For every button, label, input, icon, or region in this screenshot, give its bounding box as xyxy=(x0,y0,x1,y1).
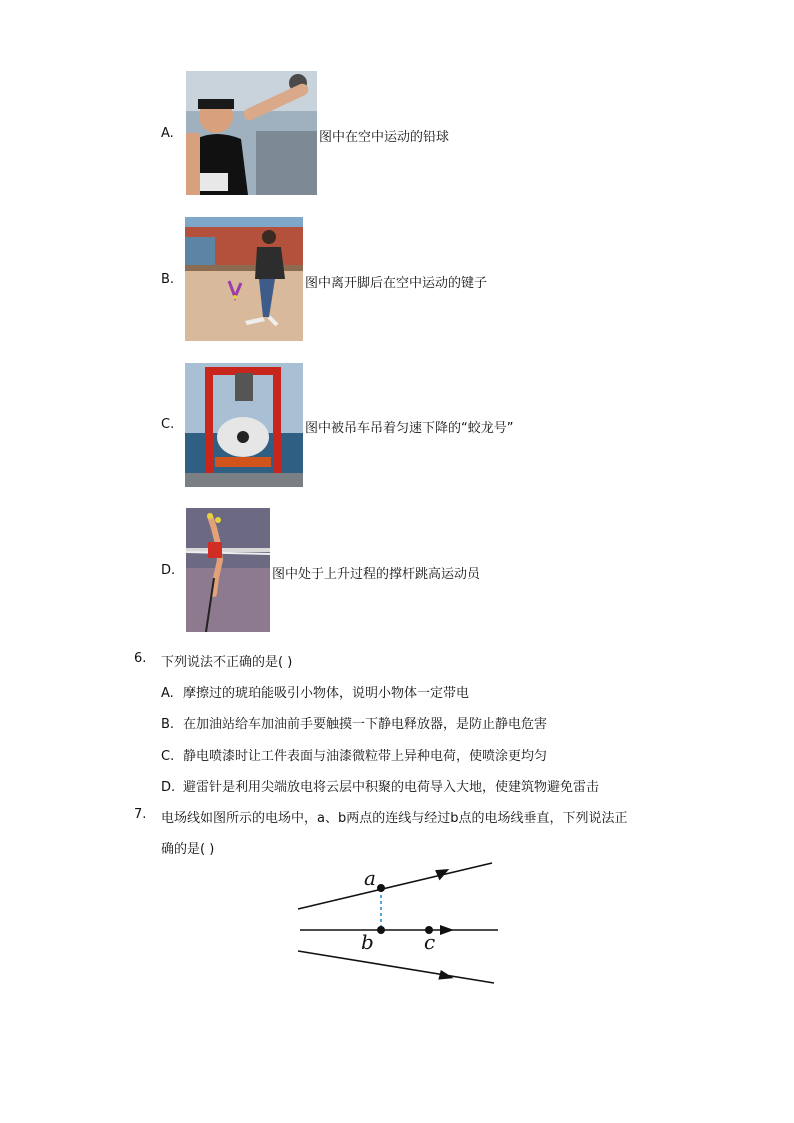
field-line-bottom xyxy=(298,951,494,983)
option-text: 图中离开脚后在空中运动的键子 xyxy=(305,276,488,291)
electric-field-diagram xyxy=(290,855,505,990)
option-letter: A. xyxy=(161,126,174,141)
question-stem-line1: 电场线如图所示的电场中，a、b两点的连线与经过b点的电场线垂直，下列说法正 xyxy=(161,811,628,826)
point-a-dot xyxy=(377,884,385,892)
submersible-photo xyxy=(185,363,303,487)
question-number: 6. xyxy=(134,651,147,666)
choice-label: B. xyxy=(161,717,175,732)
question-number: 7. xyxy=(134,807,147,822)
pole-vault-photo xyxy=(186,508,270,632)
choice-d[interactable] xyxy=(161,776,599,795)
choice-text: 静电喷漆时让工件表面与油漆微粒带上异种电荷，使喷涂更均匀 xyxy=(183,749,548,764)
option-text: 图中在空中运动的铅球 xyxy=(319,130,450,145)
choice-b[interactable] xyxy=(161,713,547,732)
label-c: c xyxy=(424,930,436,954)
point-b-dot xyxy=(377,926,385,934)
question-stem-line2: 确的是( ) xyxy=(161,842,215,857)
choice-text: 在加油站给车加油前手要触摸一下静电释放器，是防止静电危害 xyxy=(183,717,548,732)
choice-label: D. xyxy=(161,780,176,795)
shuttlecock-photo xyxy=(185,217,303,341)
choice-text: 摩擦过的琥珀能吸引小物体，说明小物体一定带电 xyxy=(183,686,470,701)
option-letter: D. xyxy=(161,563,176,578)
option-text: 图中被吊车吊着匀速下降的“蛟龙号” xyxy=(305,421,514,436)
label-b: b xyxy=(361,930,374,954)
choice-c[interactable] xyxy=(161,745,547,764)
question-stem: 下列说法不正确的是( ) xyxy=(161,655,293,670)
option-letter: B. xyxy=(161,272,175,287)
label-a: a xyxy=(364,866,376,890)
option-letter: C. xyxy=(161,417,175,432)
field-line-top xyxy=(298,863,492,909)
shot-put-photo xyxy=(186,71,317,195)
choice-text: 避雷针是利用尖端放电将云层中积聚的电荷导入大地，使建筑物避免雷击 xyxy=(183,780,600,795)
choice-a[interactable] xyxy=(161,682,469,701)
choice-label: C. xyxy=(161,749,175,764)
arrow-middle-icon xyxy=(440,925,454,935)
option-text: 图中处于上升过程的撑杆跳高运动员 xyxy=(272,567,481,582)
choice-label: A. xyxy=(161,686,174,701)
